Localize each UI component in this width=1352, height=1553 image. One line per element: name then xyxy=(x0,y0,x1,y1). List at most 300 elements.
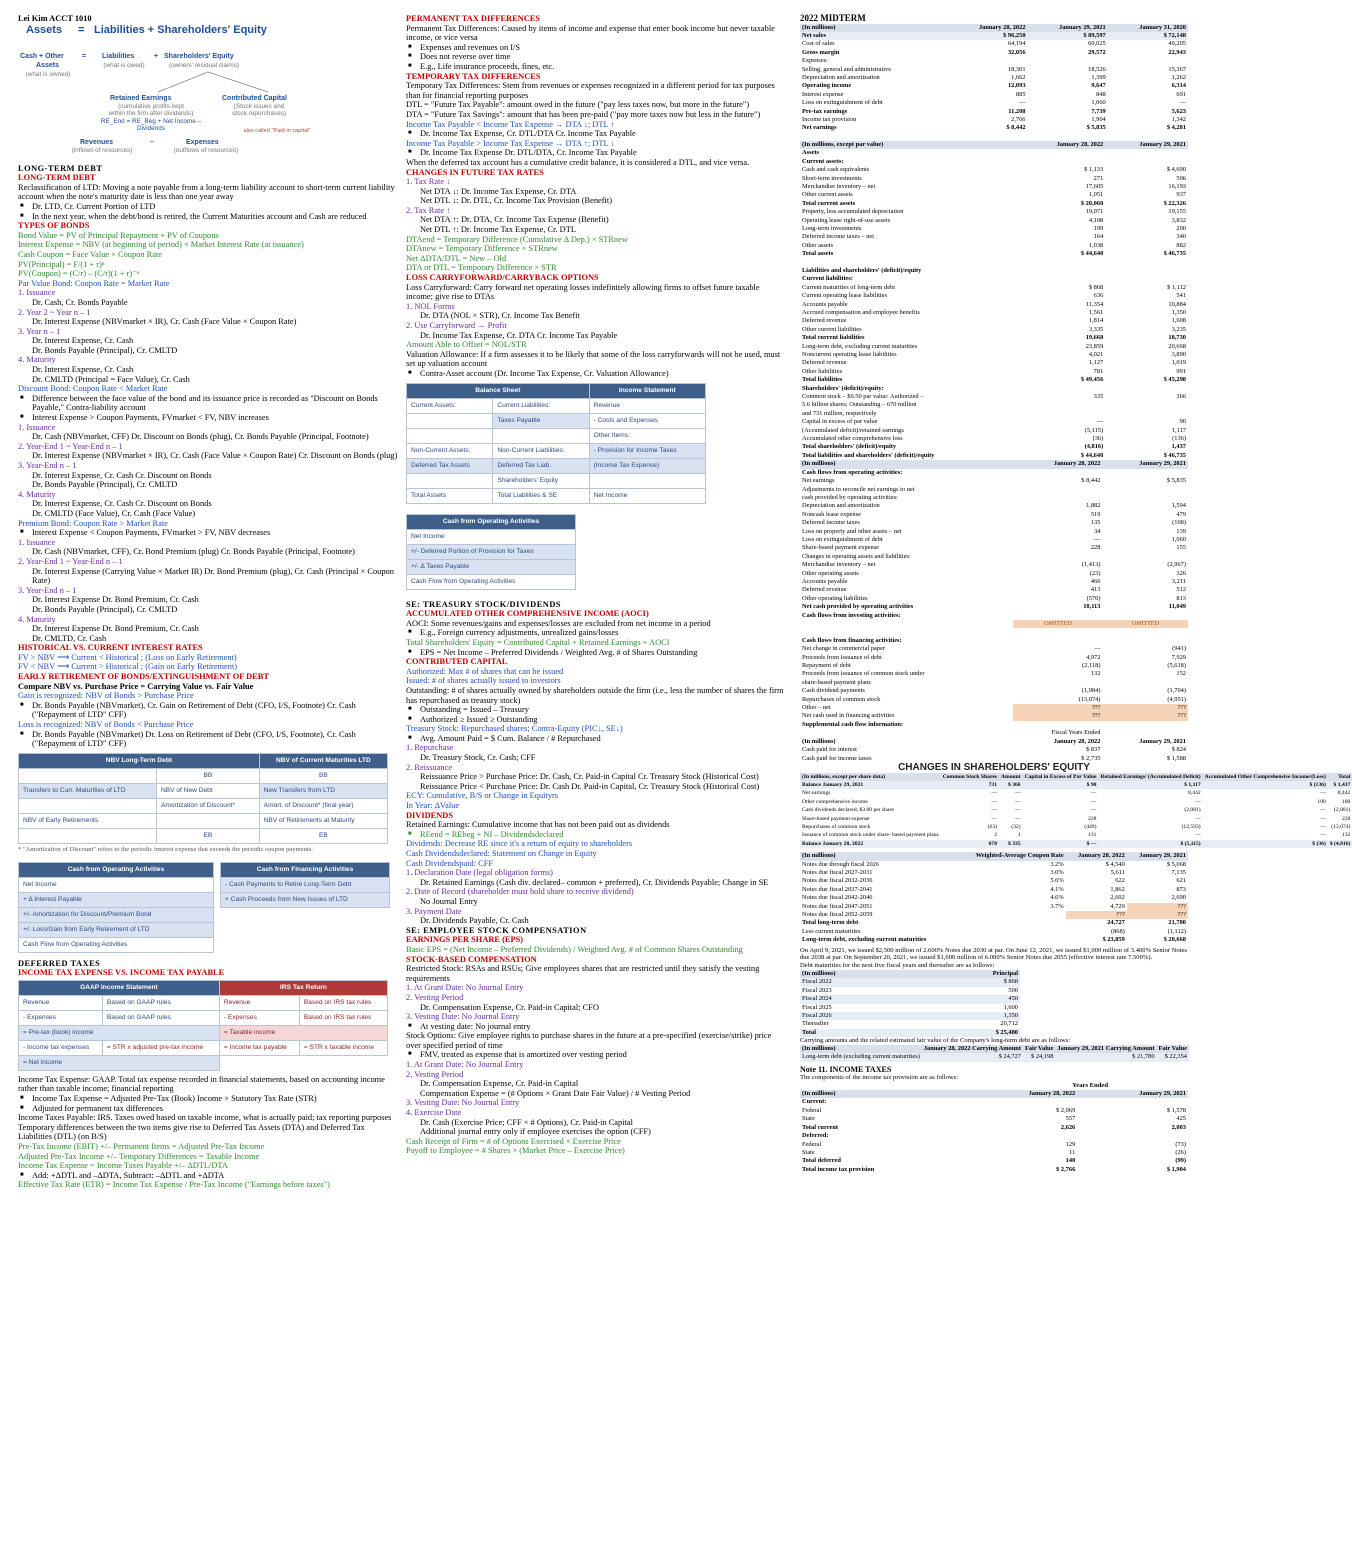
table-cell: 873 xyxy=(1176,885,1186,893)
debt-cash-flow-boxes xyxy=(18,862,400,953)
table-cell: Total long-term debt xyxy=(802,919,859,927)
note-line: Gain is recognized: NBV of Bonds > Purchase Price xyxy=(18,691,194,701)
note-line: ■ Difference between the face value of the bond and its issuance price is recorded as "Discount on Bonds Payable," Contra-liability account xyxy=(18,394,400,413)
note-line: Valuation Allowance: If a firm assesses it to be likely that some of the loss carryforwards will not be used, must set up valuation account xyxy=(406,349,781,369)
table-cell: Fiscal 2022 xyxy=(800,978,924,986)
table-row xyxy=(800,259,1188,267)
table-cell: Liabilities and shareholders' (deficit)/equity xyxy=(802,266,922,274)
table-cell xyxy=(967,1098,1078,1106)
note-line: DTAend = Temporary Difference (Cumulative Δ Dep.) × STRnew xyxy=(406,234,628,244)
income-statement-table xyxy=(800,24,1188,133)
header-cell: (In millions) xyxy=(800,1090,967,1098)
table-cell: January 29, 2021 xyxy=(1139,737,1186,745)
table-cell: Merchandise inventory – net xyxy=(802,561,876,569)
table-cell: — xyxy=(991,790,997,797)
note-line: TEMPORARY TAX DIFFERENCES xyxy=(406,71,541,81)
table-row xyxy=(800,886,1188,894)
table-row xyxy=(800,351,1188,359)
table-cell: — xyxy=(1096,418,1104,426)
table-row xyxy=(800,628,1188,636)
table-cell: Total liabilities and shareholders' (deficit)/equity xyxy=(802,451,935,459)
note-line: Dr. Bonds Payable (Principal), Cr. CMLTD xyxy=(32,345,178,355)
table-cell: 425 xyxy=(1176,1115,1186,1123)
note-line: Cash Receipt of Firm = # of Options Exercised × Exercise Price xyxy=(406,1136,621,1146)
table-row xyxy=(800,578,1188,586)
note-line: Net DTA ↓: Dr. Income Tax Expense, Cr. DTA xyxy=(420,186,577,196)
note-line: 3. Year n – 1 xyxy=(18,326,61,336)
table-cell: Common stock – $0.50 par value: Authorized – xyxy=(802,393,924,401)
table-cell: Deferred revenue xyxy=(802,586,847,594)
nbv-eb2: EB xyxy=(259,828,387,843)
is-cell: - Costs and Expenses xyxy=(589,413,705,428)
table-row xyxy=(800,645,1188,653)
table-cell: 413 xyxy=(1090,586,1101,594)
table-cell: 622 xyxy=(1115,877,1125,885)
table-cell: — xyxy=(1015,815,1021,822)
note-line: 1. Issuance xyxy=(18,422,56,432)
table-cell: Operating lease right-of-use assets xyxy=(802,216,891,224)
note-line: ■ Dr. Bonds Payable (NBVmarket) Dr. Loss on Retirement of Debt (CFO, I/S, Footnote), Cr. Cash ("Repayment of LTD" CFF) xyxy=(18,730,400,749)
table-cell: 199 xyxy=(1093,224,1104,232)
table-row xyxy=(800,1012,1020,1020)
header-cell: Retained Earnings/ (Accumulated Deficit) xyxy=(1100,773,1201,780)
table-cell: — xyxy=(991,798,997,805)
table-row xyxy=(800,679,1188,687)
table-row xyxy=(800,1029,1020,1037)
table-cell xyxy=(1013,494,1102,502)
table-cell: — xyxy=(1195,832,1201,839)
table-cell: OMITTED xyxy=(1102,620,1188,628)
note-line: Dr. Income Tax Expense, Cr. DTA Cr. Income Tax Payable xyxy=(420,330,618,340)
table-row xyxy=(800,82,1188,90)
header-cell: January 29, 2021 xyxy=(1077,1090,1188,1098)
note-line: AOCI: Some revenues/gains and expenses/losses are excluded from net income in a period xyxy=(406,618,711,628)
note-line: DTA or DTL = Temporary Difference × STR xyxy=(406,263,557,273)
note-line: Dr. Cash, Cr. Bonds Payable xyxy=(32,297,128,307)
cfo-tax-row: +/- Deferred Portion of Provision for Taxes xyxy=(407,544,576,559)
table-cell: 19,071 xyxy=(1085,208,1104,216)
table-row xyxy=(800,183,1188,191)
table-cell xyxy=(1013,553,1102,561)
table-row xyxy=(800,612,1188,620)
note-line: No Journal Entry xyxy=(420,896,478,906)
is-header: Income Statement xyxy=(589,383,705,398)
table-cell: Notes due fiscal 2032-2036 xyxy=(802,877,873,885)
table-cell: Other – net xyxy=(802,704,831,712)
note-line: Dr. Interest Expense, Cr. Cash Cr. Discount on Bonds xyxy=(32,499,212,509)
table-cell: Deferred income taxes xyxy=(802,519,860,527)
nbv-ltd-header: NBV Long-Term Debt xyxy=(19,753,260,768)
table-cell: 5,611 xyxy=(1110,868,1125,876)
table-row xyxy=(800,696,1188,704)
eq-plus: + xyxy=(154,52,159,60)
eq-she: Shareholders' Equity xyxy=(164,52,234,60)
table-cell: 3.0% xyxy=(1050,868,1064,876)
table-row xyxy=(800,66,1188,74)
table-cell: 164 xyxy=(1093,233,1104,241)
table-cell: 781 xyxy=(1093,367,1104,375)
irs-cell: Revenue xyxy=(219,995,299,1010)
table-row xyxy=(800,393,1188,401)
table-row xyxy=(800,894,1188,902)
table-cell: 1,127 xyxy=(1088,359,1104,367)
table-cell: (5,115) xyxy=(1084,426,1104,434)
header-cell: Fair Value xyxy=(1158,1045,1187,1053)
table-cell xyxy=(1105,267,1188,275)
table-cell: 1,594 xyxy=(1171,502,1186,510)
table-row xyxy=(800,217,1188,225)
nbv-eb1: EB xyxy=(157,828,260,843)
table-cell: — xyxy=(1090,798,1097,805)
note-line: Income Taxes Payable: IRS. Taxes owed based on taxable income, what is actually paid; tax reporting purposes xyxy=(18,1113,392,1123)
note-line: 2. Tax Rate ↑ xyxy=(406,205,451,215)
eq-liab-sub: (what is owed) xyxy=(103,61,145,69)
table-cell: 541 xyxy=(1176,292,1186,300)
table-cell: $ 46,735 xyxy=(1163,451,1186,459)
table-cell: 90 xyxy=(1179,418,1186,426)
note-line: FV > NBV ⟶ Current < Historical ; (Loss on Early Retirement) xyxy=(18,652,237,662)
note-line: LONG-TERM DEBT xyxy=(18,163,103,173)
table-cell: $ 72,148 xyxy=(1108,32,1188,40)
note-line: ■ REend = REbeg + NI – Dividendsdeclared xyxy=(406,830,788,840)
table-cell: Merchandise inventory – net xyxy=(802,182,876,190)
author-header: Lei Kim ACCT 1010 xyxy=(18,14,92,23)
table-cell: (4,951) xyxy=(1167,695,1186,703)
table-cell: (449) xyxy=(1084,823,1097,830)
table-row xyxy=(800,208,1188,216)
table-cell: $ 44,640 xyxy=(1080,451,1104,459)
header-cell: January 29, 2021 Carrying Amount xyxy=(1057,1045,1155,1053)
table-cell: $ (36) xyxy=(1203,840,1328,848)
header-cell: (In millions, except per share data) xyxy=(800,773,941,781)
table-row xyxy=(800,721,1188,729)
note-line: Income Tax Expense: GAAP. Total tax expense recorded in financial statements, based on accounting income rather than taxable income; financial reporting xyxy=(18,1074,385,1094)
note-line: Bond Value = PV of Principal Repayment + PV of Coupons xyxy=(18,230,219,240)
table-cell: Balance January 28, 2022 xyxy=(800,840,941,848)
table-cell: 100 xyxy=(1341,798,1351,805)
table-cell: State xyxy=(802,1148,815,1156)
table-cell: $ 2,069 xyxy=(1056,1106,1076,1114)
table-header-row xyxy=(800,852,1188,860)
table-row xyxy=(800,595,1188,603)
note-line: Dr. Compensation Expense, Cr. Paid-in Capital xyxy=(420,1079,579,1089)
bs-cell: Non-Current Assets: xyxy=(407,443,493,458)
note-line: 1. NOL Forms xyxy=(406,301,455,311)
note-line: 1. Issuance xyxy=(18,537,56,547)
table-cell: 7,135 xyxy=(1171,868,1186,876)
header-cell: Amount xyxy=(1001,773,1021,780)
table-cell: Total shareholders' (deficit)/equity xyxy=(802,443,897,451)
table-cell: Assets xyxy=(802,149,820,157)
table-row xyxy=(800,654,1188,662)
header-cell: January 28, 2022 xyxy=(1066,852,1127,860)
note-line: ■ Dr. Bonds Payable (NBVmarket), Cr. Gain on Retirement of Debt (CFO, I/S, Footnote) Cr. Cash ("Repayment of LTD" CFF) xyxy=(18,701,400,720)
table-cell: $ 1,112 xyxy=(1167,283,1186,291)
table-row xyxy=(800,486,1188,494)
table-row xyxy=(800,469,1188,477)
note-line: Discount Bond: Coupon Rate < Market Rate xyxy=(18,384,168,394)
table-cell: 691 xyxy=(1176,90,1186,98)
table-row xyxy=(800,869,1188,877)
table-cell: 11,354 xyxy=(1085,300,1104,308)
table-cell: 16,193 xyxy=(1168,182,1186,190)
note-line: ■ Add: +ΔDTL and –ΔDTA, Subtract: –ΔDTL and +ΔDTA xyxy=(18,1171,400,1181)
note-line: ■ E.g., Foreign currency adjustments, unrealized gains/losses xyxy=(406,628,788,638)
table-row xyxy=(800,789,1352,797)
nbv-amort-discount: Amortization of Discount* xyxy=(157,798,260,813)
note-line: Dr. Bonds Payable (Principal), Cr. CMLTD xyxy=(32,480,178,490)
note-line: 2. Year-End 1 ~ Year-End n – 1 xyxy=(18,441,123,451)
table-cell: — xyxy=(1094,535,1101,543)
note-line: Net DTL ↓: Dr. DTL, Cr. Income Tax Provision (Benefit) xyxy=(420,196,612,206)
note-line: Dr. Compensation Expense, Cr. Paid-in Capital; CFO xyxy=(420,1002,599,1012)
table-cell xyxy=(1102,469,1188,477)
table-cell: (2,967) xyxy=(1167,561,1186,569)
note-line: DEFERRED TAXES xyxy=(18,958,101,968)
header-cell: January 28, 2022 xyxy=(947,24,1027,32)
note-line: TYPES OF BONDS xyxy=(18,221,90,231)
note-line: When the deferred tax account has a cumulative credit balance, it is considered a DTL, and vice versa. xyxy=(406,157,750,167)
table-row xyxy=(800,861,1188,869)
bs-header: Balance Sheet xyxy=(407,383,590,398)
table-cell: 139 xyxy=(1176,527,1186,535)
table-row xyxy=(800,359,1188,367)
table-cell: $ 5,835 xyxy=(1166,477,1186,485)
table-cell: Net earnings xyxy=(802,477,835,485)
table-cell: Long-term debt, excluding current maturities xyxy=(802,936,927,944)
table-cell: 2,626 xyxy=(1060,1123,1076,1131)
table-row xyxy=(800,877,1188,885)
table-row xyxy=(800,561,1188,569)
irs-cell: Based on IRS tax rules xyxy=(299,995,387,1010)
table-cell xyxy=(1105,385,1188,393)
table-cell: — xyxy=(1195,798,1201,805)
table-cell: (In millions) xyxy=(802,737,836,745)
table-cell: State xyxy=(802,1115,815,1123)
table-cell: Loss on extinguishment of debt xyxy=(802,535,883,543)
note-line: Dr. Interest Expense (Carrying Value × Market IR) Dr. Bond Premium (plug), Cr. Cash (Principal × Coupon Rate) xyxy=(32,566,394,586)
note-line: Adjusted Pre-Tax Income +/– Temporary Differences = Taxable Income xyxy=(18,1151,260,1161)
eq-she-sub: (owners' residual claims) xyxy=(168,61,240,69)
table-row xyxy=(800,1020,1020,1028)
header-cell: Weighted-Average Coupon Rate xyxy=(955,852,1066,860)
table-row xyxy=(800,99,1188,107)
shareholders-equity-table xyxy=(800,773,1352,849)
table-cell: 4,021 xyxy=(1088,351,1104,359)
table-row xyxy=(800,477,1188,485)
table-cell: Total liabilities xyxy=(802,376,843,384)
table-cell: Federal xyxy=(802,1106,822,1114)
bs-cell: Current Liabilities: xyxy=(493,398,589,413)
note-line: CONTRIBUTED CAPITAL xyxy=(406,657,508,667)
eq-equals2: = xyxy=(82,52,87,60)
note-line: Outstanding: # of shares actually owned by shareholders outside the firm (i.e., less the number of shares the firm has repurchased as treasury stock) xyxy=(406,685,784,705)
note-line: ■ In the next year, when the debt/bond is retired, the Current Maturities account and Cash are reduced xyxy=(18,212,400,222)
table-row xyxy=(800,806,1352,814)
years-ended-label: Years Ended xyxy=(1072,1082,1108,1090)
is-cell: Revenue xyxy=(589,398,705,413)
table-cell: 20,668 xyxy=(1168,342,1186,350)
table-cell: $ 5,835 xyxy=(1086,124,1106,132)
table-cell: 9,647 xyxy=(1091,82,1106,90)
eq-assets2: Assets xyxy=(36,61,59,69)
bs-cell: Total Assets xyxy=(407,488,493,503)
table-row xyxy=(800,528,1188,536)
header-cell: Capital in Excess of Par Value xyxy=(1024,773,1097,780)
note-line: Dr. Cash (NBVmarket, CFF), Cr. Bond Premium (plug) Cr. Bonds Payable (Principal, Footnote) xyxy=(32,547,355,557)
eq-re-sub1: (cumulative profits kept xyxy=(118,102,184,110)
table-row xyxy=(800,1124,1188,1132)
table-cell: 18,526 xyxy=(1088,65,1106,73)
table-cell: Current operating lease liabilities xyxy=(802,292,888,300)
table-cell: $ 366 xyxy=(999,781,1023,789)
note-line: Effective Tax Rate (ETR) = Income Tax Expense / Pre-Tax Income ("Earnings before taxes") xyxy=(18,1180,330,1190)
table-cell: Loss on extinguishment of debt xyxy=(802,99,883,107)
note-line: CHANGES IN FUTURE TAX RATES xyxy=(406,167,544,177)
table-cell: Deferred: xyxy=(802,1132,829,1140)
table-row xyxy=(800,1157,1188,1165)
table-cell: Cash paid for income taxes xyxy=(802,754,872,762)
table-cell: Deferred revenue xyxy=(802,317,847,325)
table-row xyxy=(800,987,1020,995)
table-cell: Total income tax provision xyxy=(802,1165,875,1173)
note-line: Dr. Cash (NBVmarket, CFF) Dr. Discount on Bonds (plug), Cr. Bonds Payable (Principal, Footnote) xyxy=(32,432,369,442)
header-cell: January 28, 2022 xyxy=(967,1090,1078,1098)
table-cell: Short-term investments xyxy=(802,174,862,182)
is-cell: (Income Tax Expense) xyxy=(589,458,705,473)
table-cell: and 731 million, respectively xyxy=(802,409,877,417)
table-cell: share-based payment plans xyxy=(802,678,871,686)
note-line: Dr. Bonds Payable (Principal), Cr. CMLTD xyxy=(32,604,178,614)
table-cell: Notes due fiscal 2052-2059 xyxy=(802,911,873,918)
table-cell: Other current liabilities xyxy=(802,325,862,333)
table-cell: $ 96,250 xyxy=(947,32,1027,40)
debt-maturities-text: Debt maturities for the next five fiscal years and thereafter are as follows: xyxy=(800,962,995,970)
table-cell: 10,113 xyxy=(1083,603,1101,611)
table-cell xyxy=(1102,729,1188,737)
table-cell: Noncash lease expense xyxy=(802,510,861,518)
table-cell: Accumulated other comprehensive loss xyxy=(802,435,903,443)
table-cell xyxy=(1013,612,1102,620)
note-line: Cash Dividendsdeclared: Statement on Change in Equity xyxy=(406,849,597,858)
table-cell: Proceeds from issuance of common stock under xyxy=(802,670,925,678)
table-cell xyxy=(1023,410,1106,418)
column-deferred-taxes-equity xyxy=(406,14,788,1156)
cfo-debt-row: Cash Flow from Operating Activities xyxy=(19,937,214,952)
note-line: Interest Expense = NBV (at beginning of period) × Market Interest Rate (at issuance) xyxy=(18,240,304,250)
bs-cell: Shareholders' Equity xyxy=(493,473,589,488)
note-line: Dividends: Decrease RE since it's a return of equity to shareholders xyxy=(406,839,633,849)
table-row xyxy=(800,519,1188,527)
table-cell xyxy=(1023,149,1106,157)
note-line: Dr. Interest Expense, Cr. Cash xyxy=(32,336,134,346)
note-line: ■ At vesting date: No journal entry xyxy=(406,1022,788,1032)
table-cell: 882 xyxy=(1176,241,1186,249)
note-line: Reissuance Price > Purchase Price: Dr. Cash, Cr. Paid-in Capital Cr. Treasury Stock (Historical Cost) xyxy=(420,772,759,782)
table-row xyxy=(800,166,1188,174)
table-row xyxy=(800,32,1188,40)
table-cell: Other operating assets xyxy=(802,569,859,577)
table-cell: 1,038 xyxy=(1088,241,1104,249)
table-cell: (4,816) xyxy=(1084,443,1104,451)
table-cell: Other assets xyxy=(802,241,834,249)
long-term-debt-notes xyxy=(18,164,400,749)
table-cell: Capital in excess of par value xyxy=(802,418,878,426)
table-row xyxy=(800,662,1188,670)
table-cell: 132 xyxy=(1090,670,1101,678)
table-row xyxy=(800,511,1188,519)
table-cell: $ 1,133 xyxy=(1084,166,1104,174)
table-cell: Expenses: xyxy=(802,57,828,65)
table-cell: Other comprehensive income xyxy=(802,798,868,805)
table-row xyxy=(800,242,1188,250)
eq-assets-sub: (what is owned) xyxy=(25,70,71,78)
note-line: ■ Income Tax Expense = Adjusted Pre-Tax (Book) Income × Statutory Tax Rate (STR) xyxy=(18,1094,400,1104)
table-cell: $ 8,442 xyxy=(1006,124,1026,132)
table-row xyxy=(800,1053,1189,1061)
table-cell: — xyxy=(1019,99,1026,107)
table-cell: 813 xyxy=(1176,594,1186,602)
table-cell: Selling, general and administrative xyxy=(802,65,892,73)
table-cell: Less current maturities xyxy=(802,927,861,935)
table-row xyxy=(800,175,1188,183)
table-header-row xyxy=(800,773,1352,781)
table-cell xyxy=(1102,612,1188,620)
table-cell: Cash flows from operating activities: xyxy=(802,468,903,476)
table-cell xyxy=(1102,679,1188,687)
note-line: Compensation Expense = (# Options × Grant Date Fair Value) / # Vesting Period xyxy=(420,1088,691,1098)
cfo-debt-row: Net Income xyxy=(19,877,214,892)
table-row xyxy=(800,494,1188,502)
table-cell: — xyxy=(1195,815,1201,822)
table-cell: Gross margin xyxy=(802,48,840,56)
table-cell: (12,593) xyxy=(1181,823,1201,830)
table-cell: 557 xyxy=(1065,1115,1076,1123)
table-cell: cash provided by operating activities: xyxy=(802,493,898,501)
header-cell: January 29, 2021 xyxy=(1028,24,1108,32)
table-cell: Current maturities of long-term debt xyxy=(802,283,895,291)
is-cell xyxy=(589,473,705,488)
table-cell: ??? xyxy=(1013,704,1102,712)
gaap-cell: = Pre-tax (book) income xyxy=(19,1025,220,1040)
bs-cell: Current Assets: xyxy=(407,398,493,413)
table-cell: 3,211 xyxy=(1171,577,1186,585)
table-cell: (73) xyxy=(1175,1140,1186,1148)
table-cell: 2,003 xyxy=(1171,1123,1186,1131)
note-line: 2. Reissuance xyxy=(406,762,453,772)
table-cell: 228 xyxy=(1341,815,1351,822)
table-cell: $ 25,480 xyxy=(924,1029,1020,1037)
eq-cc-sub2: stock repurchases) xyxy=(232,109,286,117)
table-row xyxy=(800,978,1020,986)
debt-maturities-table xyxy=(800,970,1020,1037)
table-row xyxy=(800,620,1188,628)
fair-value-table xyxy=(800,1045,1189,1062)
header-cell: January 28, 2022 Carrying Amount xyxy=(923,1045,1021,1053)
table-cell xyxy=(1023,401,1106,409)
table-row xyxy=(800,712,1188,720)
table-row xyxy=(800,1149,1188,1157)
note-line: SE: TREASURY STOCK/DIVIDENDS xyxy=(406,599,562,609)
table-row xyxy=(800,418,1188,426)
note-line: 2. Date of Record (shareholder must hold share to receive dividend) xyxy=(406,887,634,897)
table-header-row xyxy=(800,141,1188,149)
note-line: Reissuance Price < Purchase Price: Dr. Cash Dr. Paid-in Capital, Cr. Treasury Stock (Historical Cost) xyxy=(420,781,760,791)
table-cell: $ (136) xyxy=(1203,781,1328,789)
table-cell: (23) xyxy=(1089,569,1101,577)
table-cell: (13,074) xyxy=(1078,695,1101,703)
note-line: ■ Expenses and revenues on I/S xyxy=(406,43,788,53)
